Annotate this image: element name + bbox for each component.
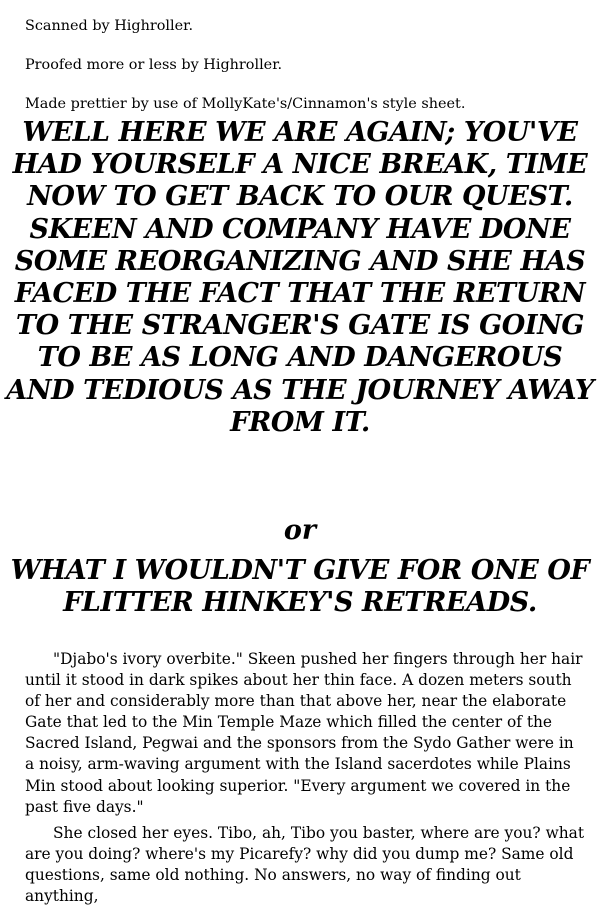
- credit-scanned: Scanned by Highroller.: [25, 18, 194, 34]
- chapter-subheading: WHAT I WOULDN'T GIVE FOR ONE OF FLITTER HINKEY'S RETREADS.: [10, 555, 590, 619]
- body-paragraph-1: "Djabo's ivory overbite." Skeen pushed her fingers through her hair until it stood in dark spikes about her thin face. A dozen meters south of her and considerably more than that above her, near the elaborate Gate that led to the Min Temple Maze which filled the center of the Sacred Island, Pegwai and the sponsors from the Sydo Gather were in a noisy, arm-waving argument with the Island sacerdotes while Plains Min stood about looking superior. "Every argument we covered in the past five days.": [25, 650, 583, 816]
- body-paragraph-2: She closed her eyes. Tibo, ah, Tibo you baster, where are you? what are you doing? where's my Picarefy? why did you dump me? Same old questions, same old nothing. No answers, no way of finding out anything,: [25, 824, 585, 906]
- credit-style-sheet: Made prettier by use of MollyKate's/Cinnamon's style sheet.: [25, 96, 466, 112]
- heading-separator-or: or: [283, 515, 317, 546]
- credit-proofed: Proofed more or less by Highroller.: [25, 57, 283, 73]
- chapter-heading: WELL HERE WE ARE AGAIN; YOU'VE HAD YOURSELF A NICE BREAK, TIME NOW TO GET BACK TO OUR QUEST. SKEEN AND COMPANY HAVE DONE SOME REORGANIZING AND SHE HAS FACED THE FACT THAT THE RETURN TO THE STRANGER'S GATE IS GOING TO BE AS LONG AND DANGEROUS AND TEDIOUS AS THE JOURNEY AWAY FROM IT.: [6, 117, 594, 438]
